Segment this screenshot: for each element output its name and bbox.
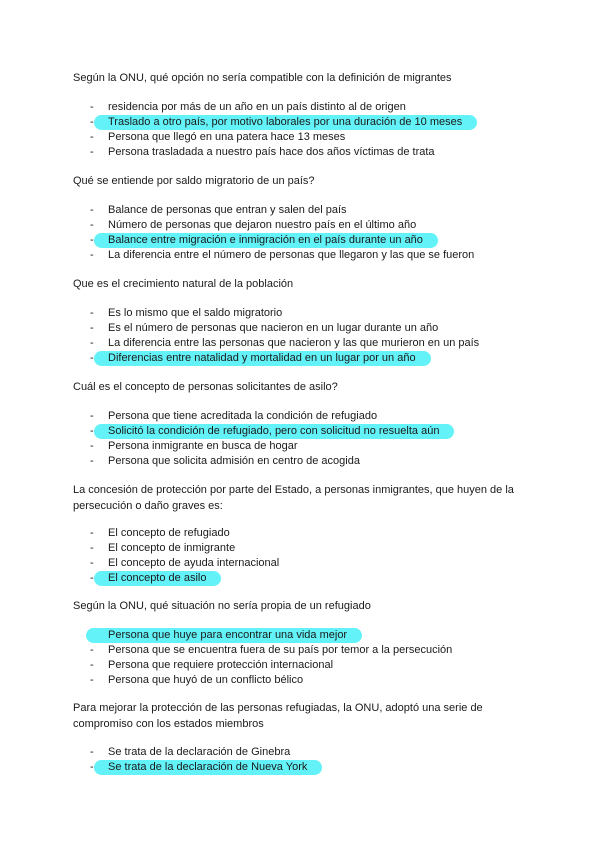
question-text: Cuál es el concepto de personas solicitantes de asilo?: [73, 381, 338, 393]
answer-option: [0, 556, 600, 571]
answer-text: Persona que requiere protección internacional: [108, 659, 334, 671]
answer-text: Número de personas que dejaron nuestro país en el último año: [108, 219, 417, 231]
answer-text: La diferencia entre las personas que nacieron y las que murieron en un país: [108, 337, 480, 349]
answer-option: [0, 454, 600, 469]
answer-text: residencia por más de un año en un país distinto al de origen: [108, 101, 406, 113]
answer-text: Se trata de la declaración de Ginebra: [108, 746, 291, 758]
bullet-dash: -: [90, 659, 94, 671]
answer-text: El concepto de inmigrante: [108, 542, 236, 554]
answer-text: El concepto de asilo: [108, 571, 211, 586]
bullet-dash: -: [90, 410, 94, 422]
answer-list: [0, 409, 600, 469]
answer-text: Es el número de personas que nacieron en un lugar durante un año: [108, 322, 439, 334]
answer-text: Persona que llegó en una patera hace 13 meses: [108, 131, 346, 143]
answer-list: [0, 526, 600, 586]
answer-option: [0, 130, 600, 145]
bullet-dash: -: [90, 557, 94, 569]
bullet-dash: -: [90, 116, 94, 128]
answer-option: [0, 673, 600, 688]
bullet-dash: -: [90, 234, 94, 246]
answer-option: [0, 409, 600, 424]
bullet-dash: -: [90, 425, 94, 437]
question-text: La concesión de protección por parte del Estado, a personas inmigrantes, que huyen de la persecución o daño graves es:: [73, 484, 514, 512]
bullet-dash: -: [90, 337, 94, 349]
answer-list: [0, 100, 600, 160]
answer-option-highlighted: [0, 351, 600, 366]
answer-option: [0, 658, 600, 673]
answer-text: Persona que solicita admisión en centro de acogida: [108, 455, 360, 467]
answer-option: [0, 145, 600, 160]
bullet-dash: -: [90, 219, 94, 231]
bullet-dash: -: [90, 455, 94, 467]
bullet-dash: -: [90, 572, 94, 584]
bullet-dash: -: [90, 131, 94, 143]
bullet-dash: -: [90, 204, 94, 216]
answer-option: [0, 218, 600, 233]
answer-text: Diferencias entre natalidad y mortalidad en un lugar por un año: [108, 351, 421, 366]
question-text: Según la ONU, qué opción no sería compatible con la definición de migrantes: [73, 72, 452, 84]
answer-text: Es lo mismo que el saldo migratorio: [108, 307, 283, 319]
answer-option-highlighted: [0, 571, 600, 586]
answer-text: El concepto de ayuda internacional: [108, 557, 280, 569]
bullet-dash: -: [90, 761, 94, 773]
answer-option: [0, 321, 600, 336]
answer-option: [0, 643, 600, 658]
answer-text: Solicitó la condición de refugiado, pero con solicitud no resuelta aún: [108, 424, 444, 439]
bullet-dash: -: [90, 146, 94, 158]
answer-option: [0, 541, 600, 556]
answer-text: Persona trasladada a nuestro país hace dos años víctimas de trata: [108, 146, 435, 158]
bullet-dash: -: [90, 746, 94, 758]
question-text: Qué se entiende por saldo migratorio de un país?: [73, 175, 315, 187]
answer-option: [0, 248, 600, 263]
bullet-dash: -: [90, 440, 94, 452]
question-text: Que es el crecimiento natural de la población: [73, 278, 294, 290]
answer-list: [0, 203, 600, 263]
answer-option-highlighted: [0, 233, 600, 248]
answer-text: Persona que tiene acreditada la condición de refugiado: [108, 410, 378, 422]
answer-text: Balance de personas que entran y salen del país: [108, 204, 347, 216]
answer-option: [0, 439, 600, 454]
answer-option: [0, 336, 600, 351]
answer-option-highlighted: [0, 760, 600, 775]
bullet-dash: -: [90, 674, 94, 686]
bullet-dash: -: [90, 644, 94, 656]
bullet-dash: -: [90, 249, 94, 261]
bullet-dash: -: [90, 352, 94, 364]
question-text: Para mejorar la protección de las personas refugiadas, la ONU, adoptó una serie de compromiso con los estados miembros: [73, 702, 483, 730]
answer-option: [0, 526, 600, 541]
question-text: Según la ONU, qué situación no sería propia de un refugiado: [73, 600, 371, 612]
answer-text: Persona que huye para encontrar una vida mejor: [108, 628, 352, 643]
bullet-dash: -: [90, 322, 94, 334]
bullet-dash: -: [90, 542, 94, 554]
answer-option-highlighted: [0, 628, 600, 643]
answer-option: [0, 203, 600, 218]
answer-option-highlighted: [0, 115, 600, 130]
bullet-dash: -: [90, 527, 94, 539]
answer-option: [0, 745, 600, 760]
answer-text: Persona que se encuentra fuera de su país por temor a la persecución: [108, 644, 453, 656]
bullet-dash: -: [90, 307, 94, 319]
answer-list: [0, 306, 600, 366]
answer-list: [0, 628, 600, 688]
answer-text: El concepto de refugiado: [108, 527, 230, 539]
answer-option: [0, 306, 600, 321]
answer-option-highlighted: [0, 424, 600, 439]
bullet-dash: -: [90, 629, 94, 641]
answer-text: Traslado a otro país, por motivo laborales por una duración de 10 meses: [108, 115, 467, 130]
answer-list: [0, 745, 600, 775]
answer-text: Persona inmigrante en busca de hogar: [108, 440, 298, 452]
answer-text: La diferencia entre el número de personas que llegaron y las que se fueron: [108, 249, 475, 261]
answer-option: [0, 100, 600, 115]
bullet-dash: -: [90, 101, 94, 113]
answer-text: Persona que huyó de un conflicto bélico: [108, 674, 304, 686]
answer-text: Balance entre migración e inmigración en el país durante un año: [108, 233, 428, 248]
answer-text: Se trata de la declaración de Nueva York: [108, 760, 312, 775]
